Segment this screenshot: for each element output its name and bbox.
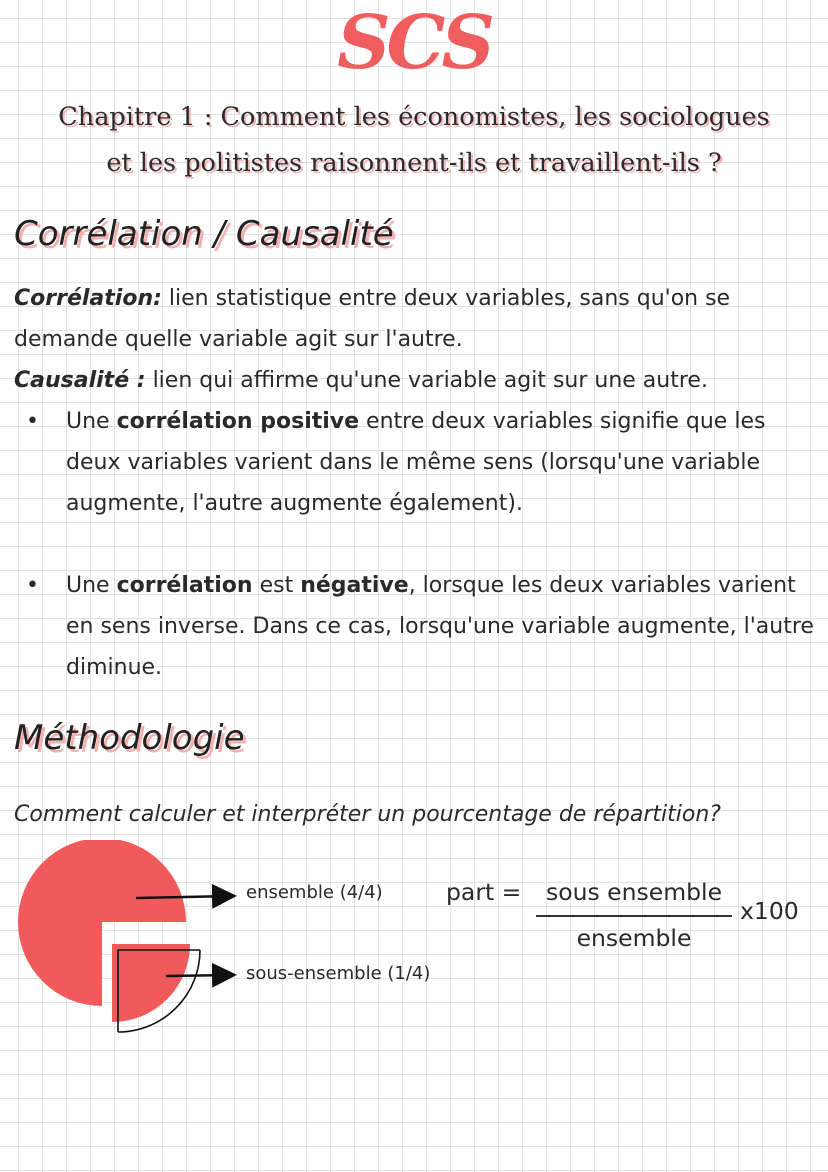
term-correlation: Corrélation:	[14, 286, 162, 311]
formula-multiplier: x100	[740, 897, 799, 925]
bold-term: corrélation	[116, 573, 253, 598]
list-item-text	[66, 565, 816, 688]
formula-lhs: part =	[446, 878, 522, 906]
text-fragment: entre deux variables signifie que les deux variables varient dans le même sens (lorsqu'une variable augmente, l'autre augmente également).	[66, 409, 766, 516]
bold-term: corrélation positive	[116, 409, 360, 434]
pie-diagram	[0, 840, 460, 1050]
bullet-dot-icon: •	[26, 409, 39, 434]
definition-causalite	[14, 360, 824, 401]
chapter-title	[0, 94, 828, 186]
definition-correlation-text: lien statistique entre deux variables, sans qu'on se demande quelle variable agit sur l'autre.	[14, 286, 731, 352]
chapter-title-line2: et les politistes raisonnent-ils et travaillent-ils ?	[106, 148, 722, 178]
text-fragment: Une	[66, 573, 117, 598]
section-heading-correlation: Corrélation / Causalité	[14, 214, 394, 254]
logo-title: SCS	[337, 0, 491, 86]
text-fragment: , lorsque les deux variables varient en sens inverse. Dans ce cas, lorsqu'une variable augmente, l'autre diminue.	[66, 573, 814, 680]
bold-term: négative	[300, 573, 409, 598]
label-ensemble: ensemble (4/4)	[246, 882, 383, 903]
term-causalite: Causalité :	[14, 368, 146, 393]
section-heading-methodologie: Méthodologie	[14, 718, 245, 758]
text-fragment: Une	[66, 409, 117, 434]
arrow-part-icon	[166, 975, 232, 976]
label-sous-ensemble: sous-ensemble (1/4)	[246, 963, 431, 984]
definition-correlation	[14, 278, 814, 360]
methodology-question: Comment calculer et interpréter un pourcentage de répartition?	[14, 802, 721, 827]
pie-part-slice	[112, 944, 190, 1022]
fraction-bar	[536, 915, 732, 917]
definition-causalite-text: lien qui affirme qu'une variable agit sur une autre.	[145, 368, 708, 393]
bullet-dot-icon: •	[26, 573, 39, 598]
list-item-text	[66, 401, 816, 524]
text-fragment: est	[252, 573, 301, 598]
chapter-title-line1: Chapitre 1 : Comment les économistes, les sociologues	[58, 102, 770, 132]
formula-numerator: sous ensemble	[545, 878, 723, 906]
formula-denominator: ensemble	[576, 924, 692, 952]
